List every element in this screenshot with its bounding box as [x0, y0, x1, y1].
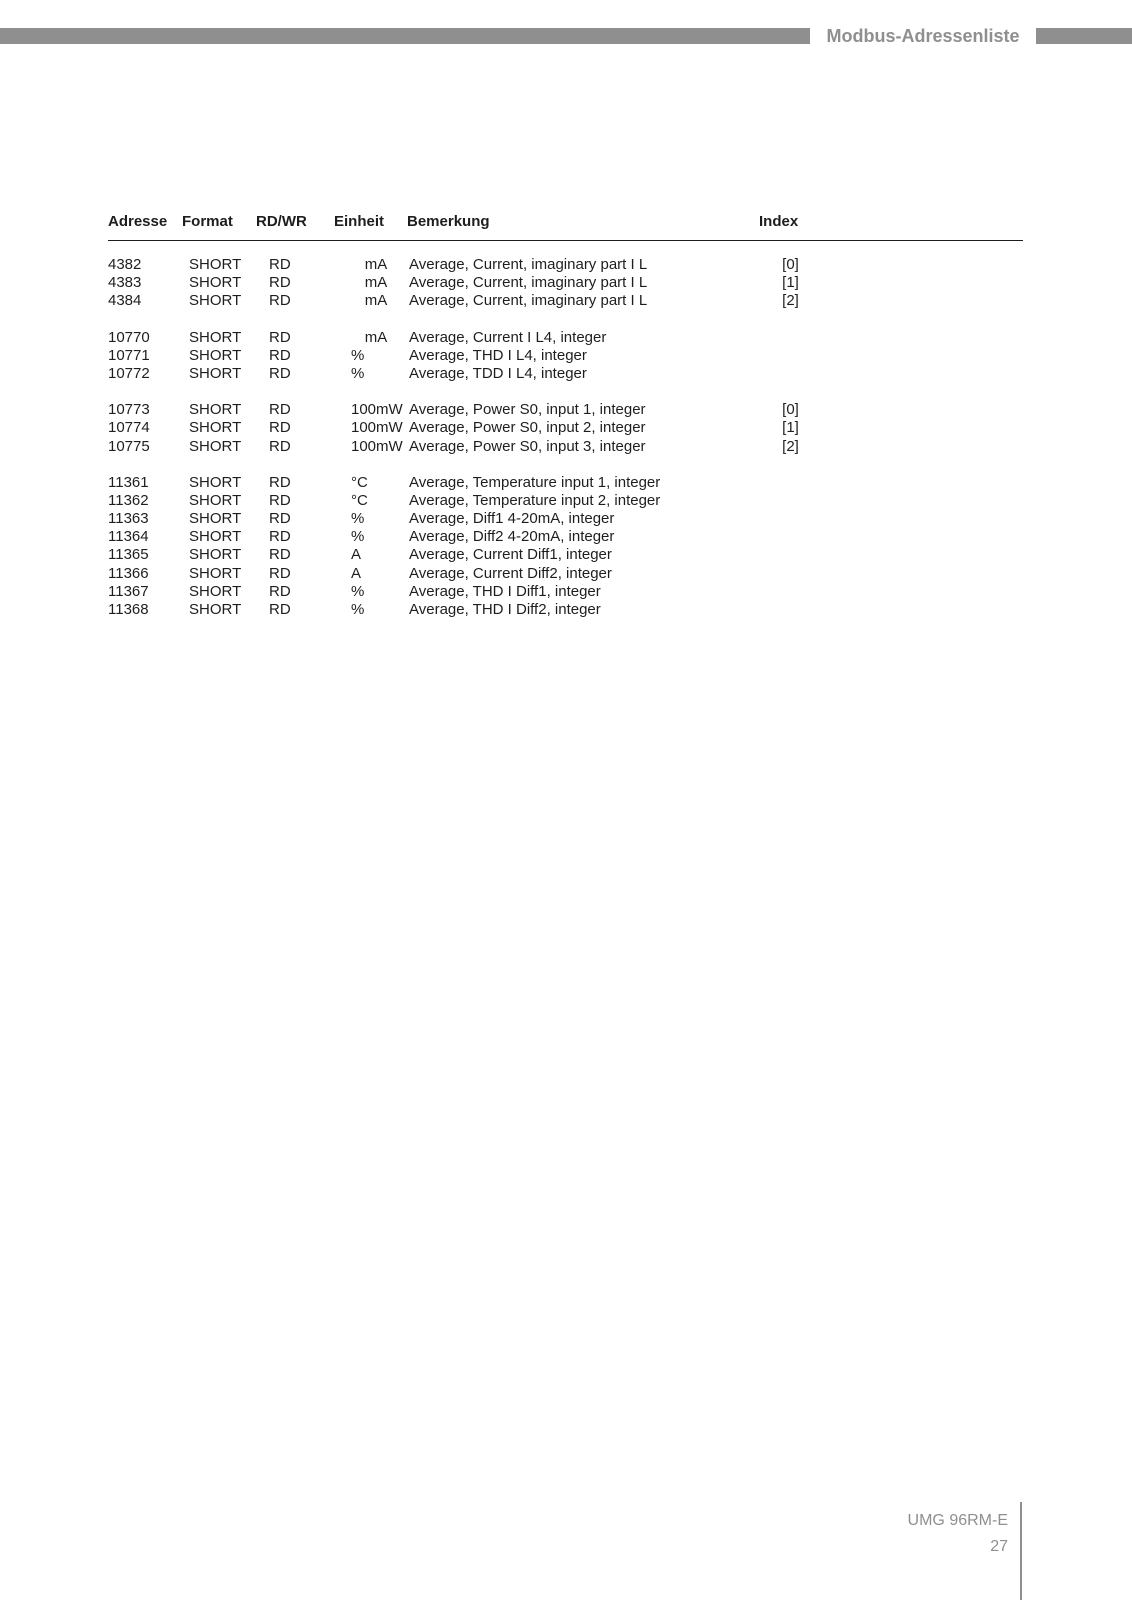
column-header-index: Index	[759, 213, 799, 230]
cell-address: 10770	[108, 328, 150, 346]
cell-rdwr: RD	[269, 601, 291, 618]
table-row	[108, 583, 1023, 601]
cell-unit: %	[351, 510, 365, 528]
cell-remark: Average, Current, imaginary part I L	[409, 292, 648, 310]
cell-remark: Average, Temperature input 2, integer	[409, 491, 661, 509]
table-row	[108, 256, 1023, 274]
cell-address: 4384	[108, 292, 142, 310]
cell-address: 10775	[108, 437, 150, 455]
cell-remark: Average, Current Diff1, integer	[409, 546, 612, 564]
cell-format: SHORT	[189, 401, 242, 419]
cell-unit: %	[351, 582, 365, 600]
cell-format: SHORT	[189, 582, 242, 600]
table-row	[108, 419, 1023, 437]
cell-rdwr: RD	[269, 256, 291, 273]
cell-format: SHORT	[189, 364, 242, 382]
page-number: 27	[990, 1538, 1008, 1555]
table-row	[108, 347, 1023, 365]
cell-format: SHORT	[189, 419, 242, 437]
cell-unit: 100mW	[351, 419, 403, 437]
footer-model-name: UMG 96RM-E	[907, 1512, 1008, 1529]
cell-address: 11362	[108, 491, 149, 509]
cell-format: SHORT	[189, 292, 242, 310]
table-row	[108, 438, 1023, 456]
table-row	[108, 292, 1023, 310]
cell-format: SHORT	[189, 546, 242, 564]
cell-address: 11368	[108, 601, 149, 618]
cell-rdwr: RD	[269, 510, 291, 528]
cell-format: SHORT	[189, 346, 242, 364]
cell-remark: Average, Current I L4, integer	[409, 328, 607, 346]
cell-format: SHORT	[189, 437, 242, 455]
cell-unit: %	[351, 601, 365, 618]
cell-address: 11367	[108, 582, 149, 600]
cell-format: SHORT	[189, 491, 242, 509]
table-row	[108, 401, 1023, 419]
column-header-address: Adresse	[108, 213, 168, 230]
cell-address: 10771	[108, 346, 150, 364]
page-section-title: Modbus-Adressenliste	[826, 26, 1020, 46]
cell-address: 11366	[108, 564, 149, 582]
cell-address: 11365	[108, 546, 149, 564]
cell-remark: Average, THD I L4, integer	[409, 346, 587, 364]
column-header-unit: Einheit	[334, 213, 385, 230]
cell-unit: °C	[351, 473, 368, 491]
cell-format: SHORT	[189, 473, 242, 491]
cell-address: 10772	[108, 364, 150, 382]
table-row	[108, 546, 1023, 564]
cell-unit: mA	[364, 328, 388, 346]
cell-address: 4383	[108, 274, 142, 292]
footer-divider	[1020, 1502, 1022, 1600]
cell-index: [0]	[782, 256, 799, 273]
cell-rdwr: RD	[269, 491, 291, 509]
cell-format: SHORT	[189, 601, 242, 618]
header-bar-left	[0, 28, 810, 44]
table-row	[108, 565, 1023, 583]
cell-unit: mA	[364, 274, 388, 292]
column-header-remark: Bemerkung	[407, 213, 490, 230]
row-group	[108, 329, 1023, 384]
cell-index: [2]	[782, 292, 799, 310]
cell-remark: Average, Power S0, input 2, integer	[409, 419, 646, 437]
row-group	[108, 474, 1023, 620]
table-body	[108, 256, 1023, 637]
row-group	[108, 401, 1023, 456]
cell-rdwr: RD	[269, 346, 291, 364]
cell-remark: Average, Diff2 4-20mA, integer	[409, 528, 615, 546]
header-bar-right	[1036, 28, 1132, 44]
table-row	[108, 492, 1023, 510]
table-row	[108, 474, 1023, 492]
cell-unit: A	[351, 564, 362, 582]
cell-remark: Average, Diff1 4-20mA, integer	[409, 510, 615, 528]
cell-address: 11363	[108, 510, 149, 528]
cell-index: [0]	[782, 401, 799, 419]
cell-format: SHORT	[189, 328, 242, 346]
cell-index: [1]	[782, 274, 799, 292]
cell-remark: Average, Power S0, input 3, integer	[409, 437, 646, 455]
cell-address: 11361	[108, 473, 149, 491]
cell-rdwr: RD	[269, 364, 291, 382]
row-group	[108, 256, 1023, 311]
cell-address: 10774	[108, 419, 150, 437]
cell-format: SHORT	[189, 528, 242, 546]
cell-rdwr: RD	[269, 546, 291, 564]
cell-unit: °C	[351, 491, 368, 509]
column-header-format: Format	[182, 213, 233, 230]
cell-unit: %	[351, 528, 365, 546]
cell-unit: A	[351, 546, 362, 564]
cell-rdwr: RD	[269, 582, 291, 600]
table-row	[108, 365, 1023, 383]
cell-remark: Average, Current, imaginary part I L	[409, 274, 648, 292]
cell-unit: %	[351, 364, 365, 382]
cell-rdwr: RD	[269, 292, 291, 310]
cell-unit: 100mW	[351, 437, 403, 455]
table-row	[108, 329, 1023, 347]
cell-format: SHORT	[189, 564, 242, 582]
cell-address: 11364	[108, 528, 149, 546]
cell-index: [1]	[782, 419, 799, 437]
cell-remark: Average, Current, imaginary part I L	[409, 256, 648, 273]
cell-unit: mA	[364, 292, 388, 310]
cell-rdwr: RD	[269, 528, 291, 546]
cell-format: SHORT	[189, 510, 242, 528]
table-row	[108, 528, 1023, 546]
cell-remark: Average, Temperature input 1, integer	[409, 473, 661, 491]
cell-remark: Average, TDD I L4, integer	[409, 364, 587, 382]
cell-unit: %	[351, 346, 365, 364]
cell-format: SHORT	[189, 274, 242, 292]
cell-unit: mA	[364, 256, 388, 273]
cell-index: [2]	[782, 437, 799, 455]
cell-unit: 100mW	[351, 401, 403, 419]
cell-rdwr: RD	[269, 274, 291, 292]
table-header	[108, 210, 1023, 241]
table-row	[108, 510, 1023, 528]
cell-remark: Average, Power S0, input 1, integer	[409, 401, 646, 419]
cell-rdwr: RD	[269, 473, 291, 491]
cell-rdwr: RD	[269, 328, 291, 346]
cell-address: 4382	[108, 256, 142, 273]
cell-rdwr: RD	[269, 564, 291, 582]
cell-rdwr: RD	[269, 437, 291, 455]
cell-remark: Average, THD I Diff1, integer	[409, 582, 601, 600]
cell-rdwr: RD	[269, 419, 291, 437]
column-header-rdwr: RD/WR	[256, 213, 307, 230]
cell-format: SHORT	[189, 256, 242, 273]
cell-address: 10773	[108, 401, 150, 419]
cell-remark: Average, Current Diff2, integer	[409, 564, 612, 582]
cell-remark: Average, THD I Diff2, integer	[409, 601, 601, 618]
cell-rdwr: RD	[269, 401, 291, 419]
table-row	[108, 601, 1023, 619]
table-row	[108, 274, 1023, 292]
